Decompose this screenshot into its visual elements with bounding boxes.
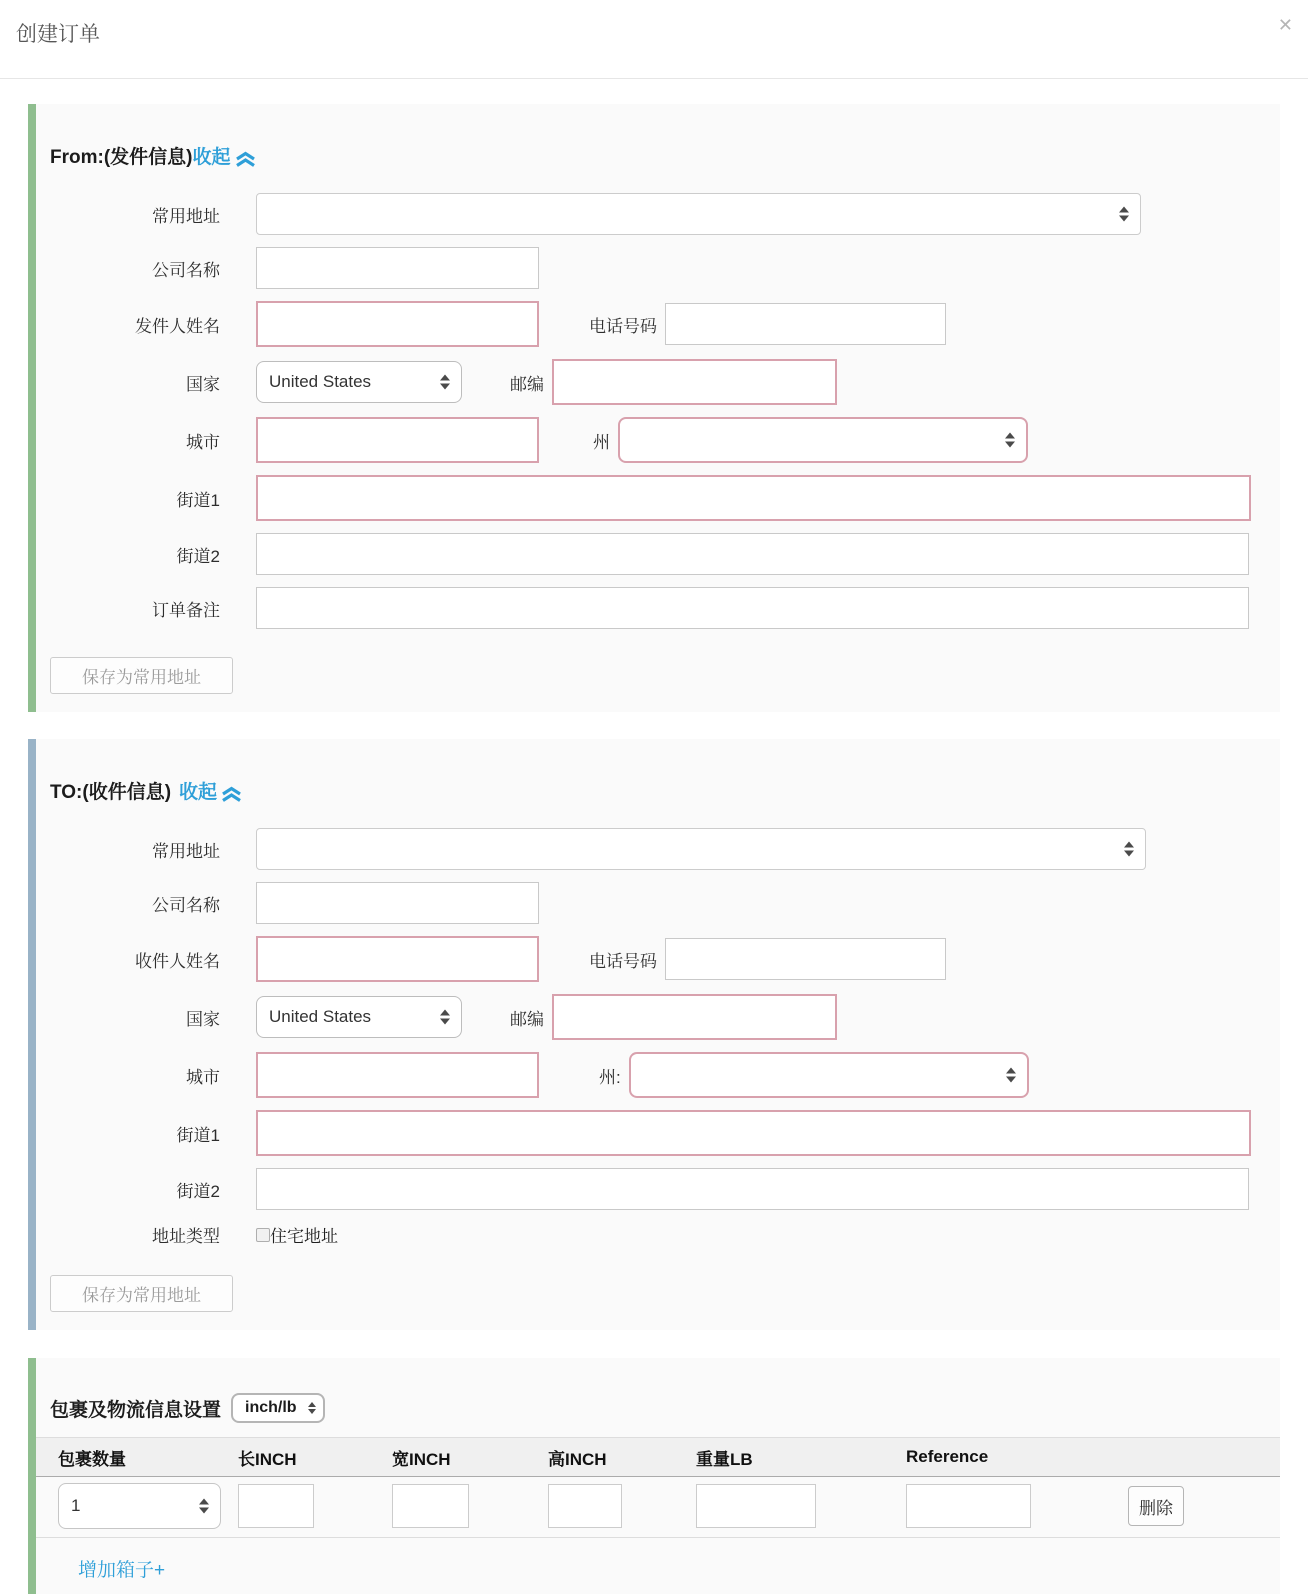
from-phone-label: 电话号码 — [589, 316, 657, 336]
to-country-select[interactable] — [256, 996, 462, 1038]
to-recipient-name-label: 收件人姓名 — [135, 951, 220, 971]
to-city-state-row — [50, 1052, 1266, 1098]
weight-input[interactable] — [696, 1484, 816, 1528]
from-street2-input[interactable] — [256, 533, 1249, 575]
to-common-address-row — [50, 828, 1266, 870]
to-country-value: United States — [269, 1007, 372, 1026]
from-common-address-row — [50, 193, 1266, 235]
to-collapse-label: 收起 — [179, 782, 218, 803]
height-input[interactable] — [548, 1484, 622, 1528]
from-order-note-row — [50, 587, 1266, 629]
to-street1-label: 街道1 — [176, 1125, 220, 1145]
to-section-title: TO:(收件信息) — [50, 782, 172, 803]
to-phone-label: 电话号码 — [589, 951, 657, 971]
up-down-arrows-icon — [308, 1402, 316, 1414]
col-header-width: 宽INCH — [392, 1449, 451, 1469]
from-city-label: 城市 — [186, 432, 220, 452]
from-phone-input[interactable] — [665, 303, 946, 345]
from-section-title: From:(发件信息) — [50, 147, 193, 168]
from-save-address-button[interactable]: 保存为常用地址 — [50, 657, 233, 694]
from-order-note-input[interactable] — [256, 587, 1249, 629]
delete-row-button[interactable]: 删除 — [1128, 1486, 1184, 1526]
to-country-zip-row — [50, 994, 1266, 1040]
from-zip-label: 邮编 — [510, 374, 544, 394]
from-collapse-link[interactable] — [192, 142, 256, 169]
residential-address-checkbox[interactable] — [256, 1228, 270, 1242]
package-quantity-value: 1 — [71, 1496, 81, 1515]
from-section — [28, 104, 1280, 712]
to-zip-input[interactable] — [552, 994, 837, 1040]
to-address-type-label: 地址类型 — [152, 1227, 220, 1246]
from-state-label: 州 — [593, 432, 610, 452]
to-street1-input[interactable] — [256, 1110, 1251, 1156]
from-accent-bar — [28, 104, 36, 712]
to-section-title-row — [50, 777, 1266, 804]
from-zip-input[interactable] — [552, 359, 837, 405]
unit-select[interactable] — [231, 1393, 325, 1423]
col-header-quantity: 包裹数量 — [58, 1449, 126, 1469]
to-country-label: 国家 — [186, 1009, 220, 1029]
to-company-row — [50, 882, 1266, 924]
residential-address-label: 住宅地址 — [270, 1227, 338, 1246]
width-input[interactable] — [392, 1484, 469, 1528]
to-common-address-label: 常用地址 — [152, 841, 220, 861]
from-section-title-row — [50, 142, 1266, 169]
to-state-label: 州: — [599, 1067, 621, 1087]
to-collapse-link[interactable] — [179, 777, 243, 804]
to-state-select[interactable] — [629, 1052, 1029, 1098]
to-address-type-row — [50, 1222, 1266, 1247]
from-city-state-row — [50, 417, 1266, 463]
to-section — [28, 739, 1280, 1330]
col-header-reference: Reference — [906, 1447, 989, 1466]
to-common-address-select[interactable] — [256, 828, 1146, 870]
from-state-select[interactable] — [618, 417, 1028, 463]
from-order-note-label: 订单备注 — [152, 600, 220, 620]
package-table-row — [36, 1477, 1280, 1535]
to-save-address-button[interactable]: 保存为常用地址 — [50, 1275, 233, 1312]
modal-title: 创建订单 — [16, 23, 100, 46]
to-city-input[interactable] — [256, 1052, 539, 1098]
to-phone-input[interactable] — [665, 938, 946, 980]
up-down-arrows-icon — [1119, 207, 1129, 222]
chevron-double-up-icon — [220, 786, 243, 803]
package-table-header — [36, 1437, 1280, 1477]
add-box-link[interactable]: 增加箱子+ — [78, 1560, 166, 1581]
from-company-row — [50, 247, 1266, 289]
from-country-zip-row — [50, 359, 1266, 405]
from-common-address-select[interactable] — [256, 193, 1141, 235]
up-down-arrows-icon — [440, 375, 450, 390]
from-street2-row — [50, 533, 1266, 575]
to-city-label: 城市 — [186, 1067, 220, 1087]
package-title-row — [36, 1393, 1280, 1423]
to-zip-label: 邮编 — [510, 1009, 544, 1029]
unit-select-value: inch/lb — [245, 1399, 297, 1416]
to-street2-label: 街道2 — [176, 1181, 220, 1201]
from-name-phone-row — [50, 301, 1266, 347]
up-down-arrows-icon — [440, 1010, 450, 1025]
package-accent-bar — [28, 1358, 36, 1594]
up-down-arrows-icon — [199, 1499, 209, 1514]
from-street1-input[interactable] — [256, 475, 1251, 521]
up-down-arrows-icon — [1006, 1068, 1016, 1083]
up-down-arrows-icon — [1124, 842, 1134, 857]
reference-input[interactable] — [906, 1484, 1031, 1528]
length-input[interactable] — [238, 1484, 314, 1528]
close-icon[interactable]: ✕ — [1277, 15, 1293, 35]
from-street2-label: 街道2 — [176, 546, 220, 566]
col-header-height: 高INCH — [548, 1449, 607, 1469]
from-common-address-label: 常用地址 — [152, 206, 220, 226]
from-company-input[interactable] — [256, 247, 539, 289]
modal-header — [0, 0, 1308, 79]
to-company-input[interactable] — [256, 882, 539, 924]
from-sender-name-label: 发件人姓名 — [135, 316, 220, 336]
to-street2-input[interactable] — [256, 1168, 1249, 1210]
package-quantity-select[interactable] — [58, 1483, 221, 1529]
package-table-divider — [36, 1537, 1280, 1538]
from-sender-name-input[interactable] — [256, 301, 539, 347]
chevron-double-up-icon — [234, 151, 257, 168]
from-street1-row — [50, 475, 1266, 521]
col-header-weight: 重量LB — [696, 1449, 753, 1469]
to-name-phone-row — [50, 936, 1266, 982]
package-section-title: 包裹及物流信息设置 — [50, 1399, 222, 1421]
to-street1-row — [50, 1110, 1266, 1156]
from-country-select[interactable] — [256, 361, 462, 403]
package-section — [28, 1358, 1280, 1594]
to-accent-bar — [28, 739, 36, 1330]
to-street2-row — [50, 1168, 1266, 1210]
up-down-arrows-icon — [1005, 433, 1015, 448]
from-company-label: 公司名称 — [152, 260, 220, 280]
from-collapse-label: 收起 — [192, 147, 231, 168]
col-header-length: 长INCH — [238, 1449, 297, 1469]
to-recipient-name-input[interactable] — [256, 936, 539, 982]
from-country-label: 国家 — [186, 374, 220, 394]
from-street1-label: 街道1 — [176, 490, 220, 510]
from-city-input[interactable] — [256, 417, 539, 463]
to-company-label: 公司名称 — [152, 895, 220, 915]
from-country-value: United States — [269, 372, 372, 391]
